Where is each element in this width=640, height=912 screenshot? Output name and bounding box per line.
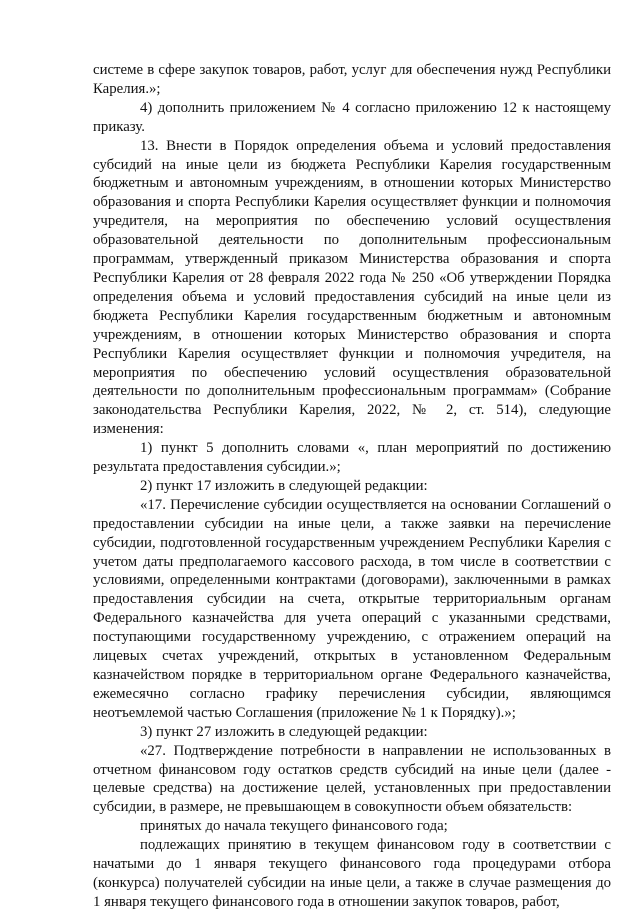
paragraph-item-3: 3) пункт 27 изложить в следующей редакции:: [140, 723, 428, 740]
paragraph-item-1: 1) пункт 5 дополнить словами «, план мероприятий по достижению результата предоставления субсидии.»;: [93, 440, 611, 476]
paragraph-item-2: 2) пункт 17 изложить в следующей редакции:: [140, 477, 428, 494]
document-body: [93, 61, 611, 912]
paragraph-section-13: 13. Внести в Порядок определения объема и условий предоставления субсидий на иные цели из бюджета Республики Карелия государственным бюджетным и автономным учреждениям, в отношении которых Министерство образования и спорта Республики Карелия осуществляет функции и полномочия учредителя, на мероприятия по обеспечению условий осуществления образовательной деятельности по дополнительным профессиональным программам, утвержденный приказом Министерства образования и спорта Республики Карелия от 28 февраля 2022 года № 250 «Об утверждении Порядка определения объема и условий предоставления субсидий на иные цели из бюджета Республики Карелия государственным бюджетным и автономным учреждениям, в отношении которых Министерство образования и спорта Республики Карелия осуществляет функции и полномочия учредителя, на мероприятия по обеспечению условий осуществления образовательной деятельности по дополнительным профессиональным программам» (Собрание законодательства Республики Карелия, 2022, № 2, ст. 514), следующие изменения:: [93, 137, 611, 438]
paragraph-clause-17: «17. Перечисление субсидии осуществляется на основании Соглашений о предоставлении субсидии на иные цели, а также заявки на перечисление субсидии, подготовленной государственным учреждением Республики Карелия с учетом даты предполагаемого кассового расхода, в том числе в соответствии с условиями, определенными контрактами (договорами), заключенными в рамках предоставления субсидии на счета, открытые территориальным органам Федерального казначейства для учета операций с указанными средствами, поступающими государственному учреждению, с отражением операций на лицевых счетах учреждений, открытых в установленном Федеральным казначейством порядке в территориальном органе Федерального казначейства, ежемесячно согласно графику перечисления субсидии, являющимся неотъемлемой частью Соглашения (приложение № 1 к Порядку).»;: [93, 496, 611, 721]
paragraph-pending-obligations: подлежащих принятию в текущем финансовом году в соответствии с начатыми до 1 января текущего финансового года процедурами отбора (конкурса) получателей субсидии на иные цели, а также в случае размещения до 1 января текущего финансового года в отношении закупок товаров, работ,: [93, 837, 611, 910]
paragraph-continuation: системе в сфере закупок товаров, работ, услуг для обеспечения нужд Республики Карелия.»;: [93, 62, 611, 97]
paragraph-accepted-obligations: принятых до начала текущего финансового года;: [140, 818, 448, 835]
paragraph-clause-27: «27. Подтверждение потребности в направлении не использованных в отчетном финансовом году остатков средств субсидий на иные цели (далее - целевые средства) на достижение целей, установленных при предоставлении субсидии, в размере, не превышающем в совокупности объем обязательств:: [93, 742, 611, 816]
paragraph-item-4: 4) дополнить приложением № 4 согласно приложению 12 к настоящему приказу.: [93, 99, 611, 135]
